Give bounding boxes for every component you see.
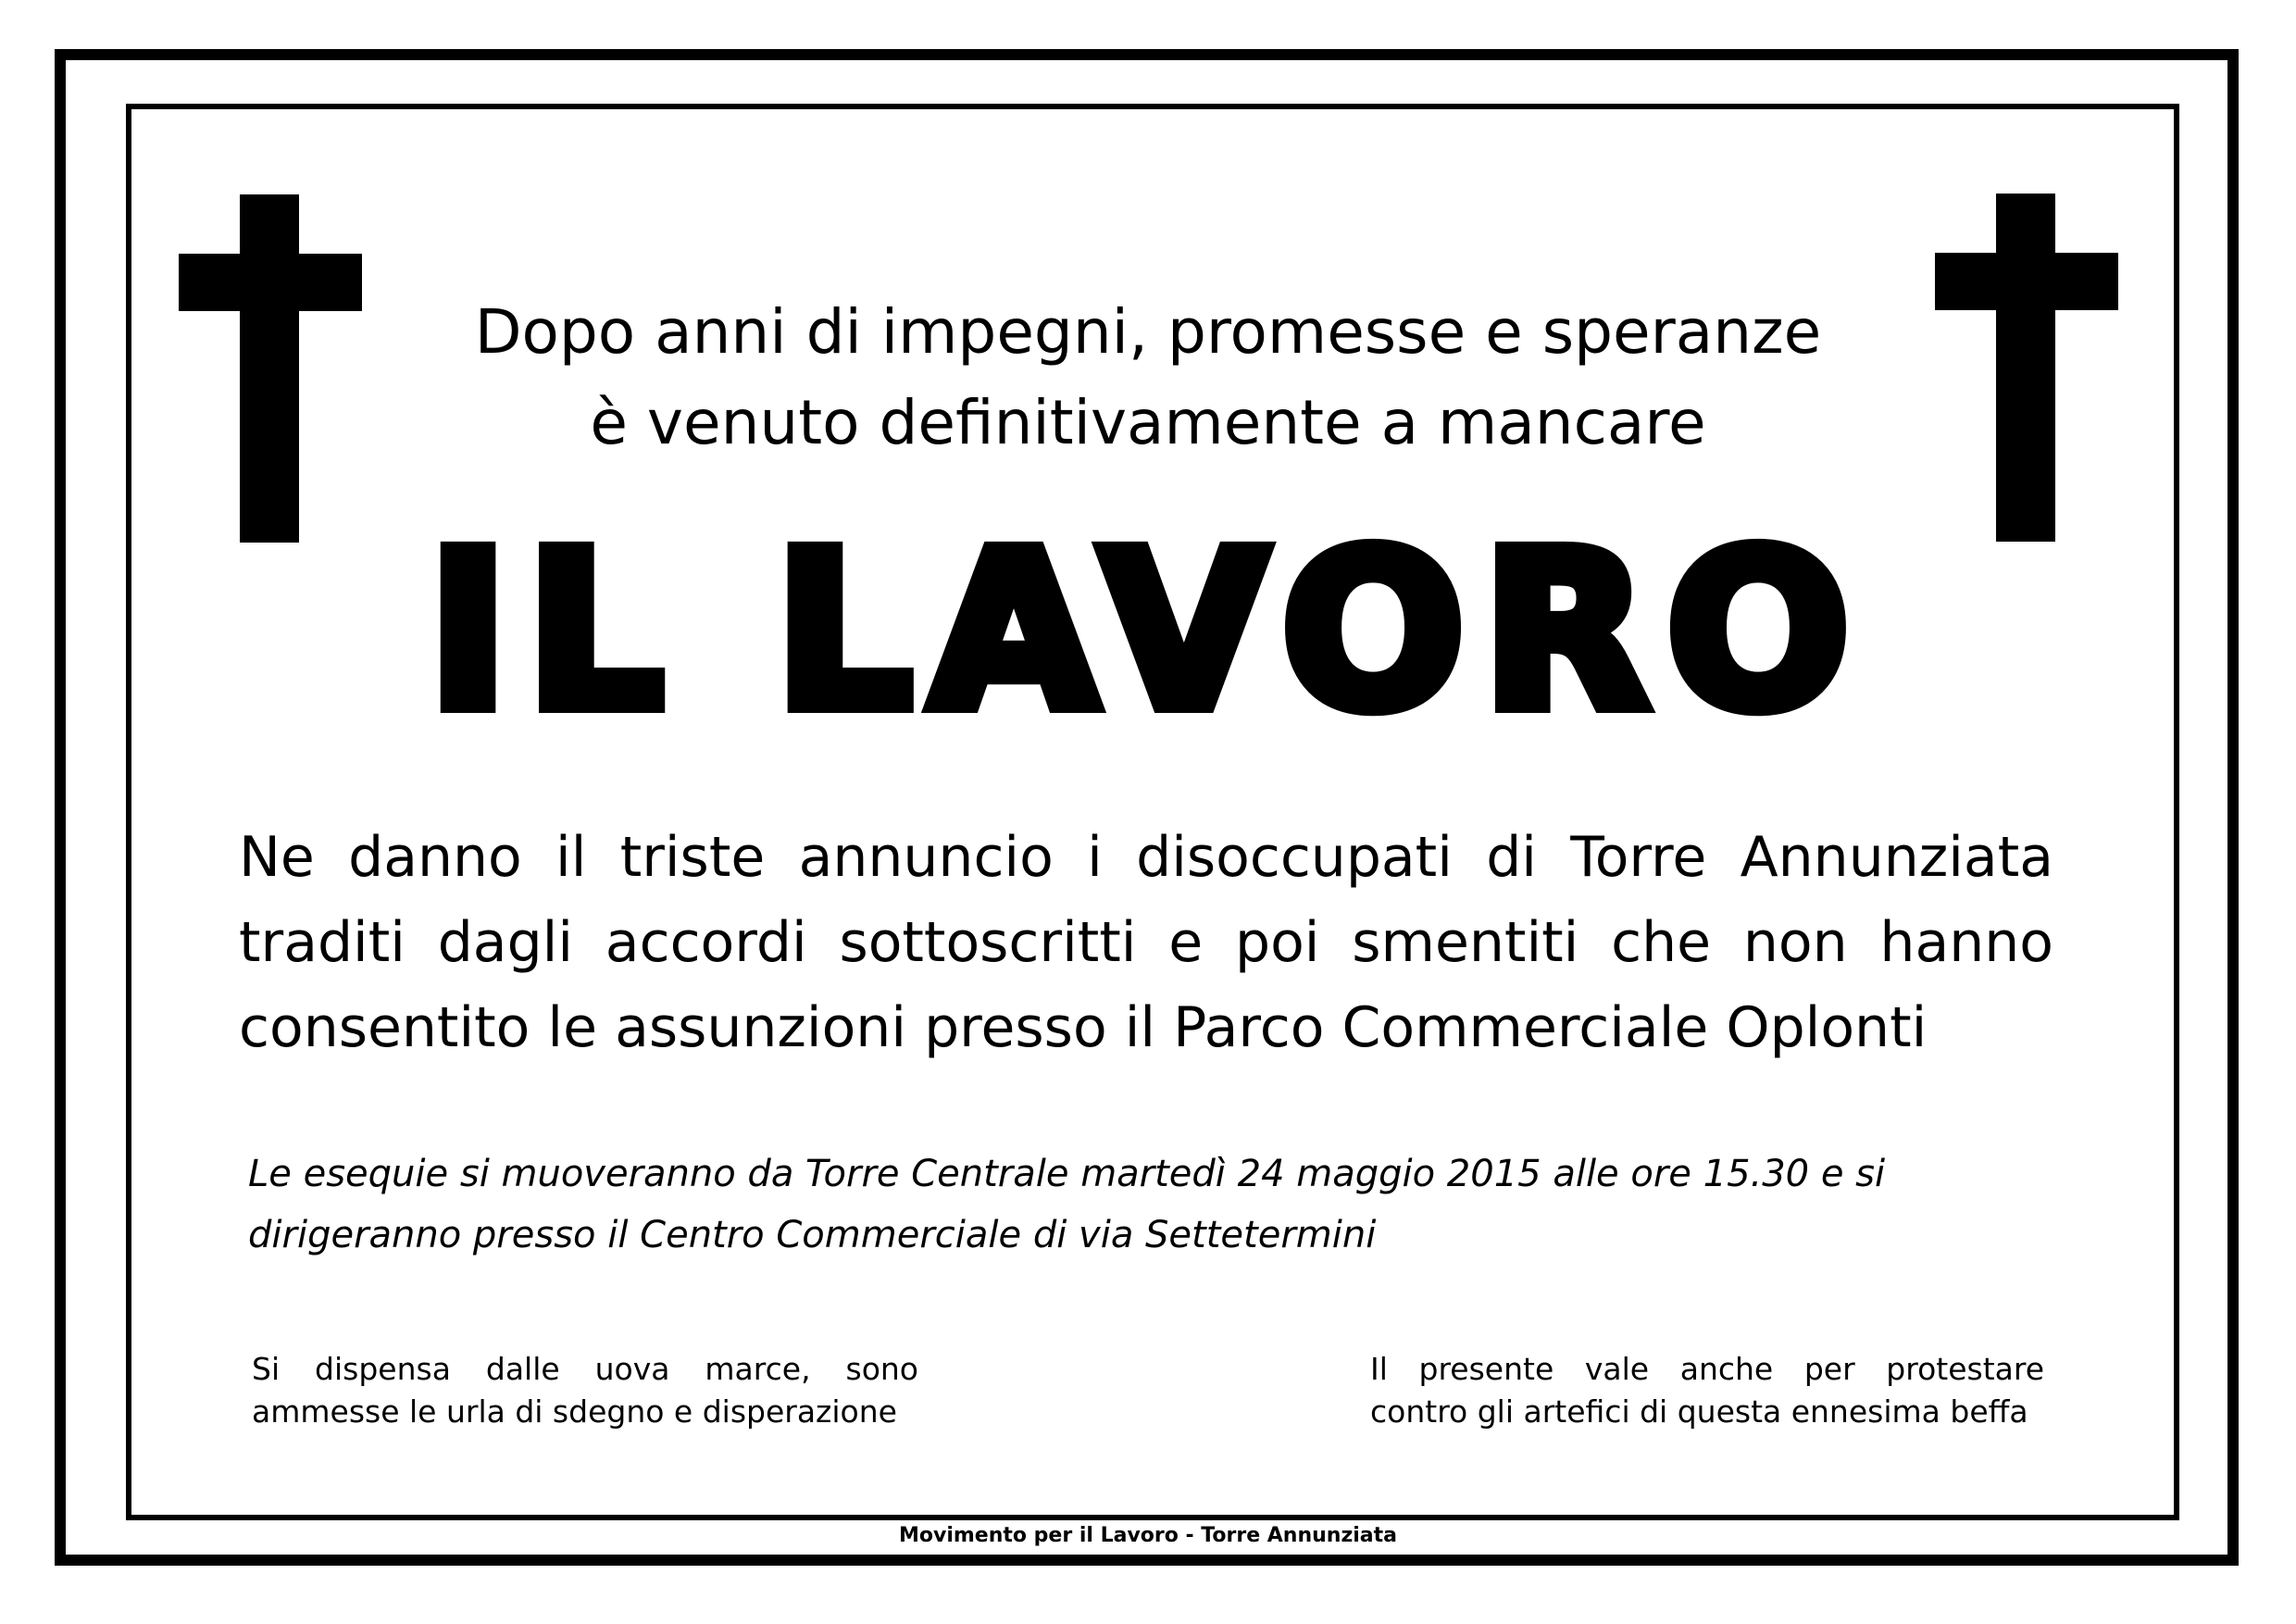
announcement-text [239, 815, 2053, 1070]
note-left [252, 1348, 918, 1433]
funeral-text [248, 1143, 2063, 1266]
intro-line: Dopo anni di impegni, promesse e speranze [474, 296, 1822, 368]
note-right [1370, 1348, 2044, 1433]
intro-line: è venuto definitivamente a mancare [590, 387, 1706, 458]
note-left-line: Si dispensa dalle uova marce, sono [252, 1351, 918, 1387]
note-right-line: Il presente vale anche per protestare [1370, 1351, 2044, 1387]
announcement-line: traditi dagli accordi sottoscritti e poi smentiti che non hanno [239, 910, 2053, 975]
funeral-line: Le esequie si muoveranno da Torre Centrale martedì 24 maggio 2015 alle ore 15.30 e si [248, 1153, 1886, 1195]
intro-text [278, 287, 2018, 468]
footer-signature: Movimento per il Lavoro - Torre Annunziata [898, 1524, 1398, 1547]
announcement-line: Ne danno il triste annuncio i disoccupati di Torre Annunziata [239, 825, 2053, 890]
headline: IL LAVORO [428, 506, 1868, 756]
announcement-line: consentito le assunzioni presso il Parco Commerciale Oplonti [239, 995, 1928, 1060]
note-right-line: contro gli artefici di questa ennesima beffa [1370, 1393, 2028, 1430]
funeral-line: dirigeranno presso il Centro Commerciale di via Settetermini [248, 1214, 1377, 1256]
note-left-line: ammesse le urla di sdegno e disperazione [252, 1393, 897, 1430]
